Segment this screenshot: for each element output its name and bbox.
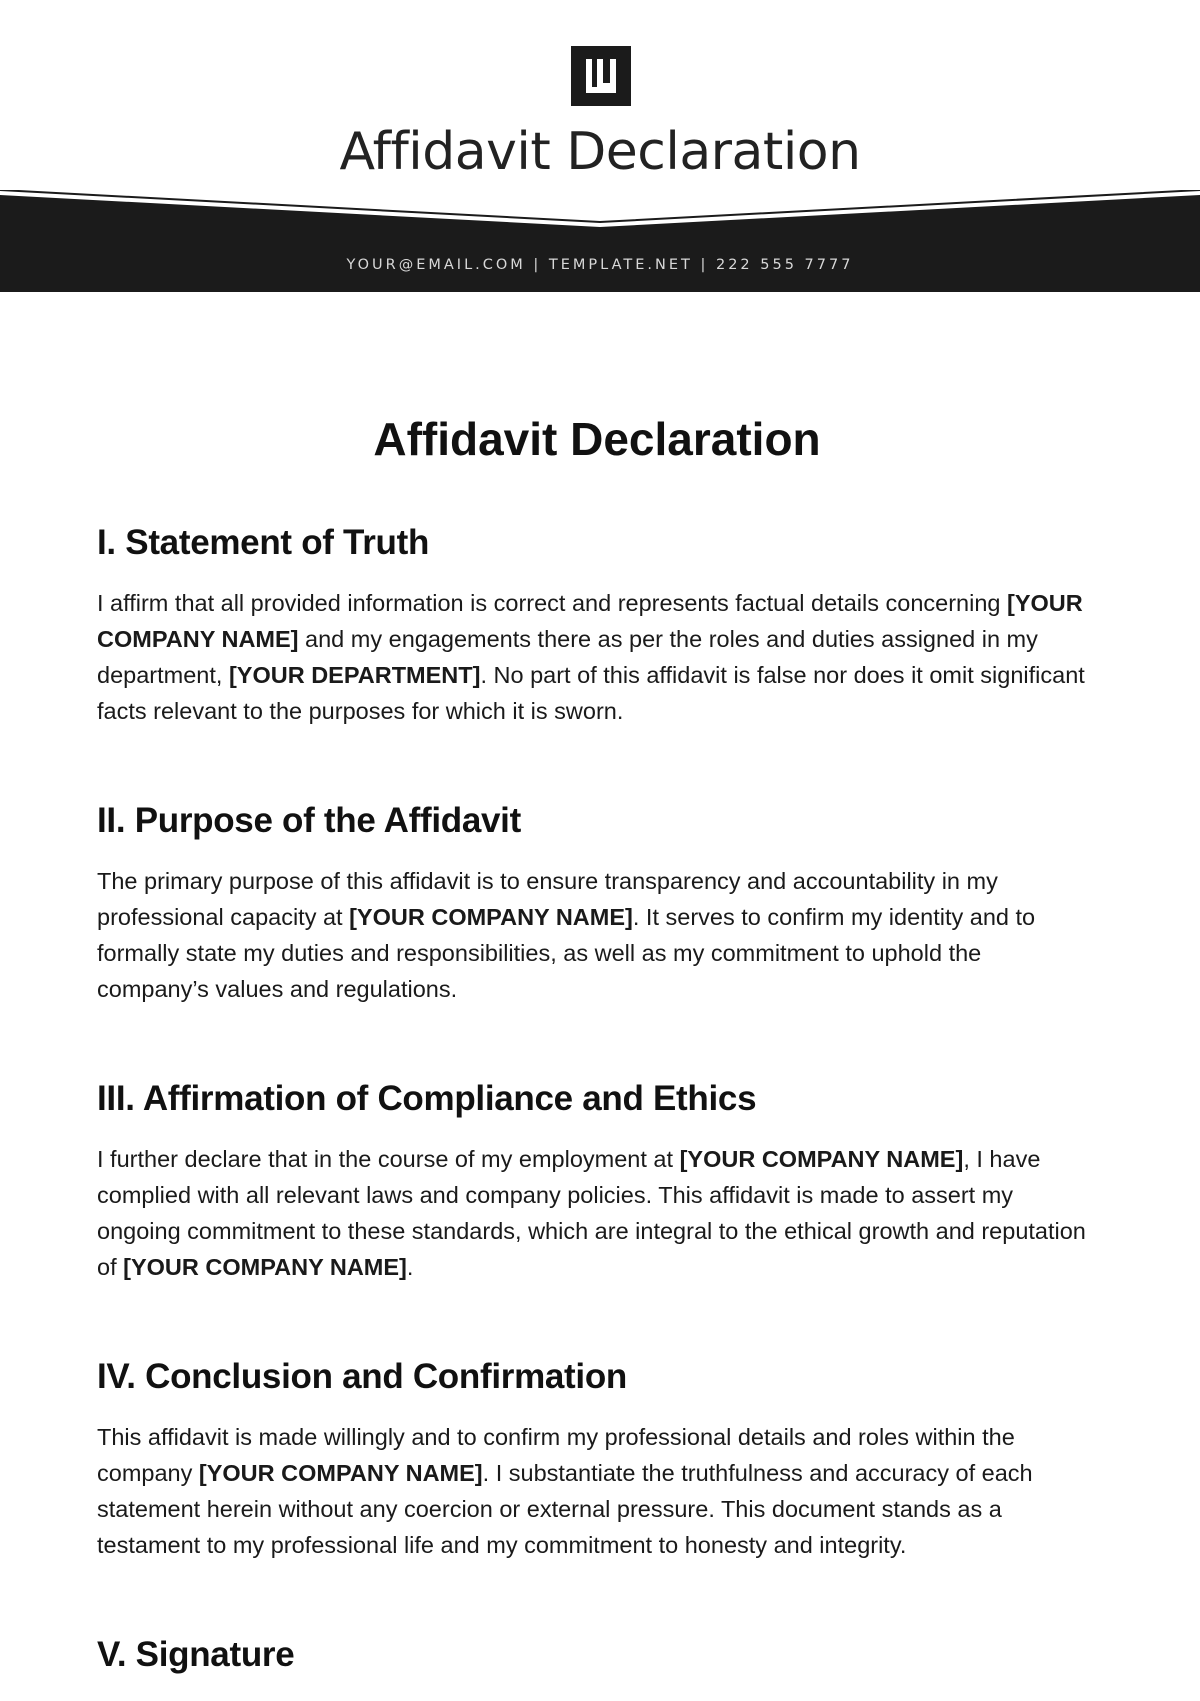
- section-paragraph: This affidavit is made willingly and to confirm my professional details and roles within the company [YOUR COMPANY NAME]. I substantiate the truthfulness and accuracy of each statement herein without any coercion or external pressure. This document stands as a testament to my professional life and my commitment to honesty and integrity.: [97, 1424, 1033, 1558]
- header-band: [0, 190, 1200, 292]
- section-paragraph: I affirm that all provided information is correct and represents factual details concerning [YOUR COMPANY NAME] and my engagements there as per the roles and duties assigned in my department, [YOUR DEPARTMENT]. No part of this affidavit is false nor does it omit significant facts relevant to the purposes for which it is sworn.: [97, 590, 1085, 724]
- section-heading: IV. Conclusion and Confirmation: [97, 1357, 627, 1396]
- section-heading: V. Signature: [97, 1635, 295, 1674]
- section-paragraph: The primary purpose of this affidavit is to ensure transparency and accountability in my professional capacity at [YOUR COMPANY NAME]. It serves to confirm my identity and to formally state my duties and responsibilities, as well as my commitment to uphold the company’s values and regulations.: [97, 868, 1036, 1002]
- lu-monogram-icon: [571, 46, 631, 106]
- document-body: [97, 412, 1097, 1697]
- document-title: Affidavit Declaration: [373, 413, 821, 465]
- header-title: Affidavit Declaration: [339, 122, 861, 182]
- company-logo: [571, 46, 631, 106]
- section-heading: II. Purpose of the Affidavit: [97, 801, 521, 840]
- contact-info: YOUR@EMAIL.COM | TEMPLATE.NET | 222 555 7777: [346, 257, 854, 273]
- section-heading: III. Affirmation of Compliance and Ethics: [97, 1079, 757, 1118]
- section-paragraph: I further declare that in the course of my employment at [YOUR COMPANY NAME], I have complied with all relevant laws and company policies. This affidavit is made to assert my ongoing commitment to these standards, which are integral to the ethical growth and reputation of [YOUR COMPANY NAME].: [97, 1146, 1086, 1280]
- section-heading: I. Statement of Truth: [97, 523, 430, 562]
